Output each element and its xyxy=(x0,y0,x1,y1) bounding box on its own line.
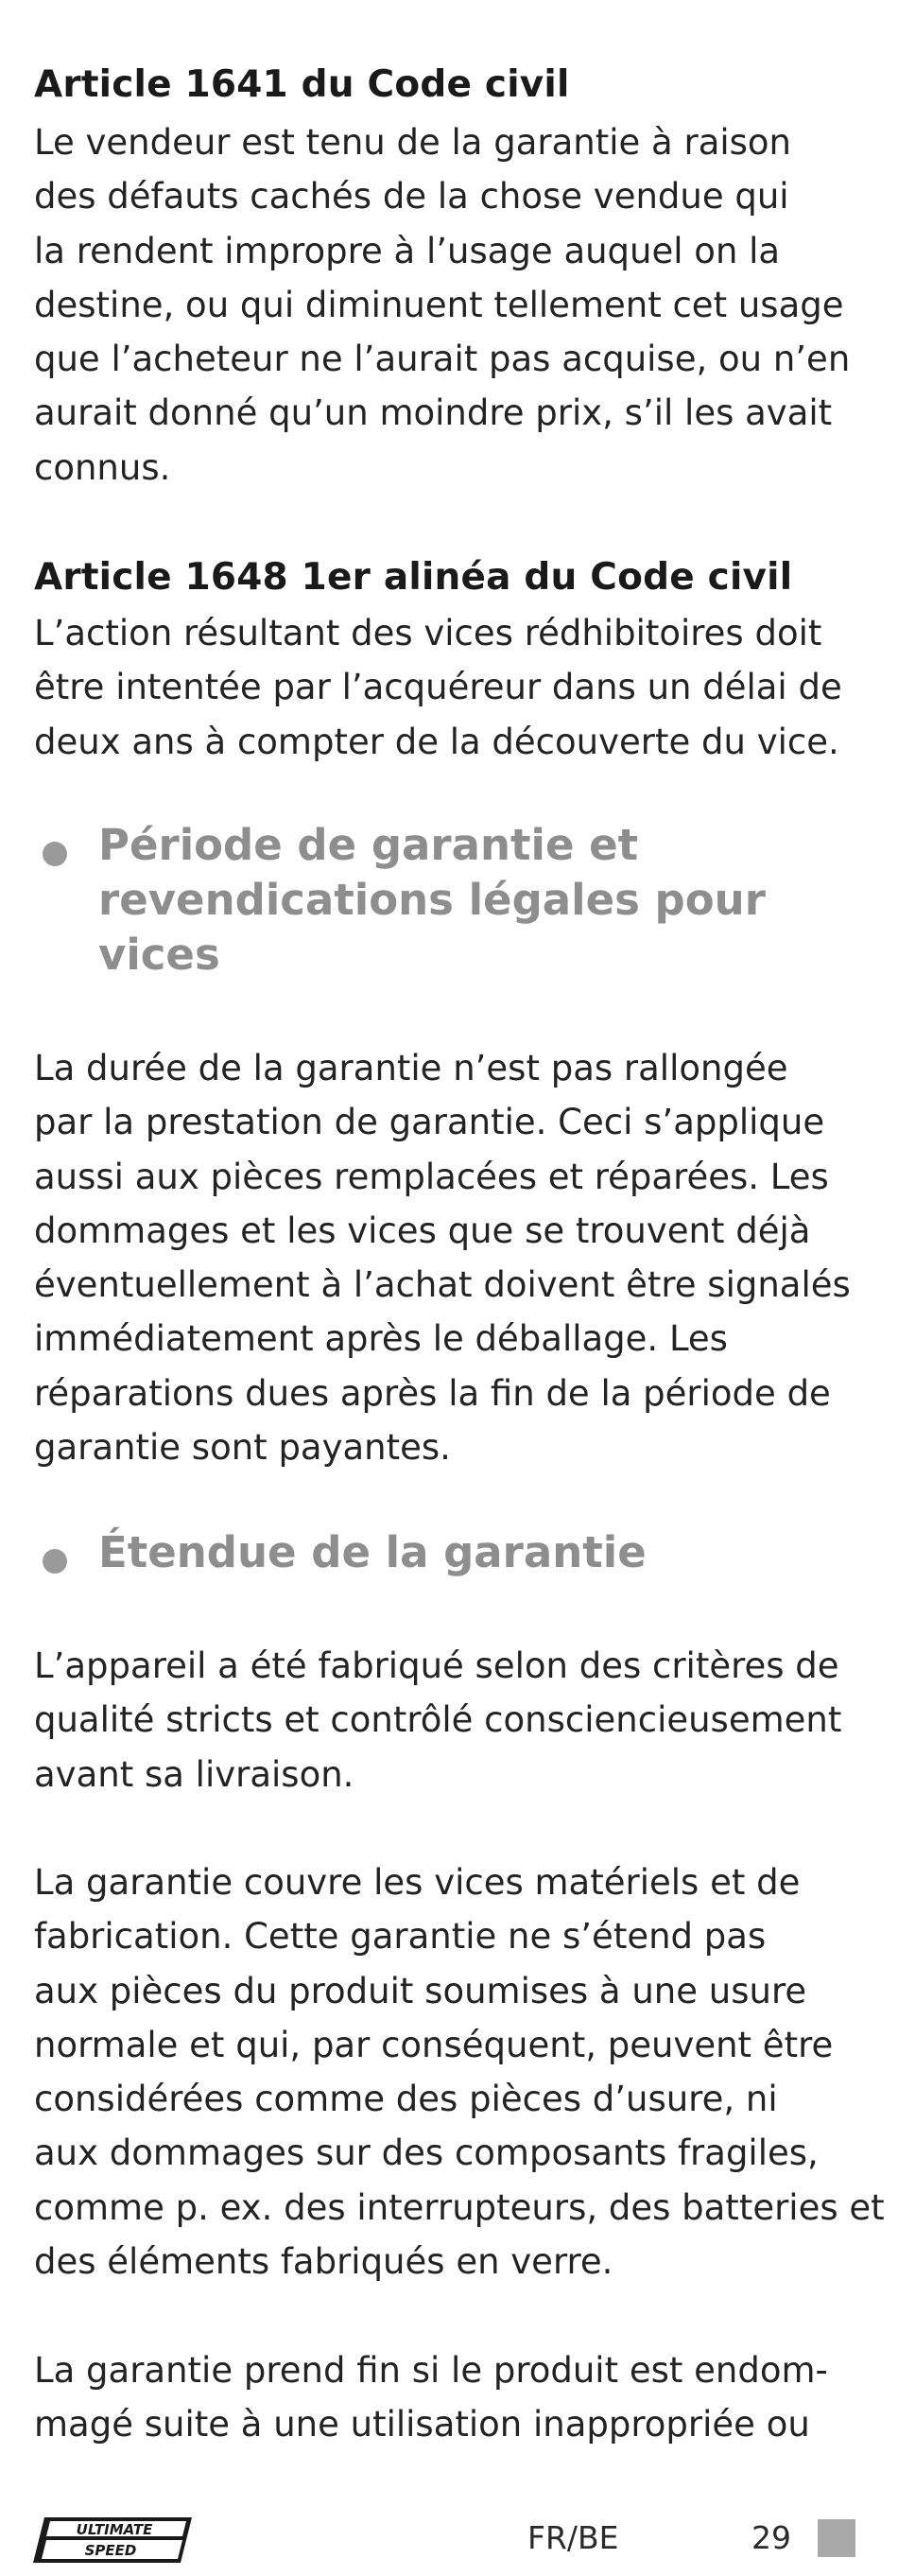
section-title-line: vices xyxy=(98,930,220,980)
page-number: 29 xyxy=(751,2519,791,2556)
text-line: destine, ou qui diminuent tellement cet usage xyxy=(34,284,844,325)
text-line: considérées comme des pièces d’usure, ni xyxy=(34,2079,778,2120)
text-line: par la prestation de garantie. Ceci s’applique xyxy=(34,1102,825,1143)
bullet-icon xyxy=(43,842,67,866)
text-line: aussi aux pièces remplacées et réparées. Les xyxy=(34,1156,829,1197)
text-line: Le vendeur est tenu de la garantie à raison xyxy=(34,122,792,163)
bullet-icon xyxy=(43,1549,67,1574)
article-1648-title: Article 1648 1er alinéa du Code civil xyxy=(34,556,793,599)
section-periode-text xyxy=(34,1041,866,1474)
text-line: qualité stricts et contrôlé consciencieusement xyxy=(34,1699,842,1741)
text-line: comme p. ex. des interrupteurs, des batteries et xyxy=(34,2186,885,2228)
text-line: garantie sont payantes. xyxy=(34,1427,451,1469)
text-line: aurait donné qu’un moindre prix, s’il les avait xyxy=(34,392,833,434)
section-title-line: Période de garantie et xyxy=(98,820,639,870)
text-line: la rendent impropre à l’usage auquel on la xyxy=(34,230,781,271)
article-1641-text xyxy=(34,115,866,495)
text-line: dommages et les vices que se trouvent déjà xyxy=(34,1210,811,1251)
text-line: L’appareil a été fabriqué selon des critères de xyxy=(34,1645,839,1686)
text-line: éventuellement à l’achat doivent être signalés xyxy=(34,1264,851,1306)
text-line: aux pièces du produit soumises à une usure xyxy=(34,1970,807,2011)
logo-text-line-1: ULTIMATE xyxy=(76,2521,153,2538)
text-line: être intentée par l’acquéreur dans un délai de xyxy=(34,667,842,708)
section-title-line: revendications légales pour xyxy=(98,875,766,925)
section-etendue-heading xyxy=(34,1525,866,1582)
section-etendue-paragraph-1 xyxy=(34,1639,866,1801)
section-periode-heading xyxy=(34,818,866,988)
ultimate-speed-logo xyxy=(33,2515,192,2565)
text-line: des défauts cachés de la chose vendue qui xyxy=(34,176,789,218)
text-line: avant sa livraison. xyxy=(34,1753,354,1795)
footer-language: FR/BE xyxy=(527,2519,619,2556)
text-line: immédiatement après le déballage. Les xyxy=(34,1318,728,1360)
page-footer xyxy=(0,2504,898,2561)
text-line: connus. xyxy=(34,446,171,488)
text-line: La garantie prend fin si le produit est endom- xyxy=(34,2350,828,2391)
text-line: normale et qui, par conséquent, peuvent être xyxy=(34,2024,834,2065)
page-marker-square xyxy=(818,2519,855,2557)
text-line: des éléments fabriqués en verre. xyxy=(34,2241,613,2283)
text-line: fabrication. Cette garantie ne s’étend pas xyxy=(34,1916,767,1958)
article-1641-title: Article 1641 du Code civil xyxy=(34,63,570,106)
text-line: que l’acheteur ne l’aurait pas acquise, ou n’en xyxy=(34,339,851,380)
text-line: réparations dues après la fin de la période de xyxy=(34,1372,831,1414)
logo-text-line-2: SPEED xyxy=(84,2542,137,2559)
section-etendue-paragraph-3 xyxy=(34,2343,866,2452)
text-line: La durée de la garantie n’est pas rallongée xyxy=(34,1048,788,1088)
text-line: L’action résultant des vices rédhibitoires doit xyxy=(34,613,822,653)
text-line: magé suite à une utilisation inappropriée ou xyxy=(34,2404,810,2445)
text-line: aux dommages sur des composants fragiles, xyxy=(34,2132,819,2174)
text-line: deux ans à compter de la découverte du vice. xyxy=(34,721,839,762)
text-line: La garantie couvre les vices matériels et de xyxy=(34,1862,801,1903)
section-etendue-paragraph-2 xyxy=(34,1855,885,2289)
article-1648-text xyxy=(34,606,866,769)
section-title: Étendue de la garantie xyxy=(98,1527,647,1577)
